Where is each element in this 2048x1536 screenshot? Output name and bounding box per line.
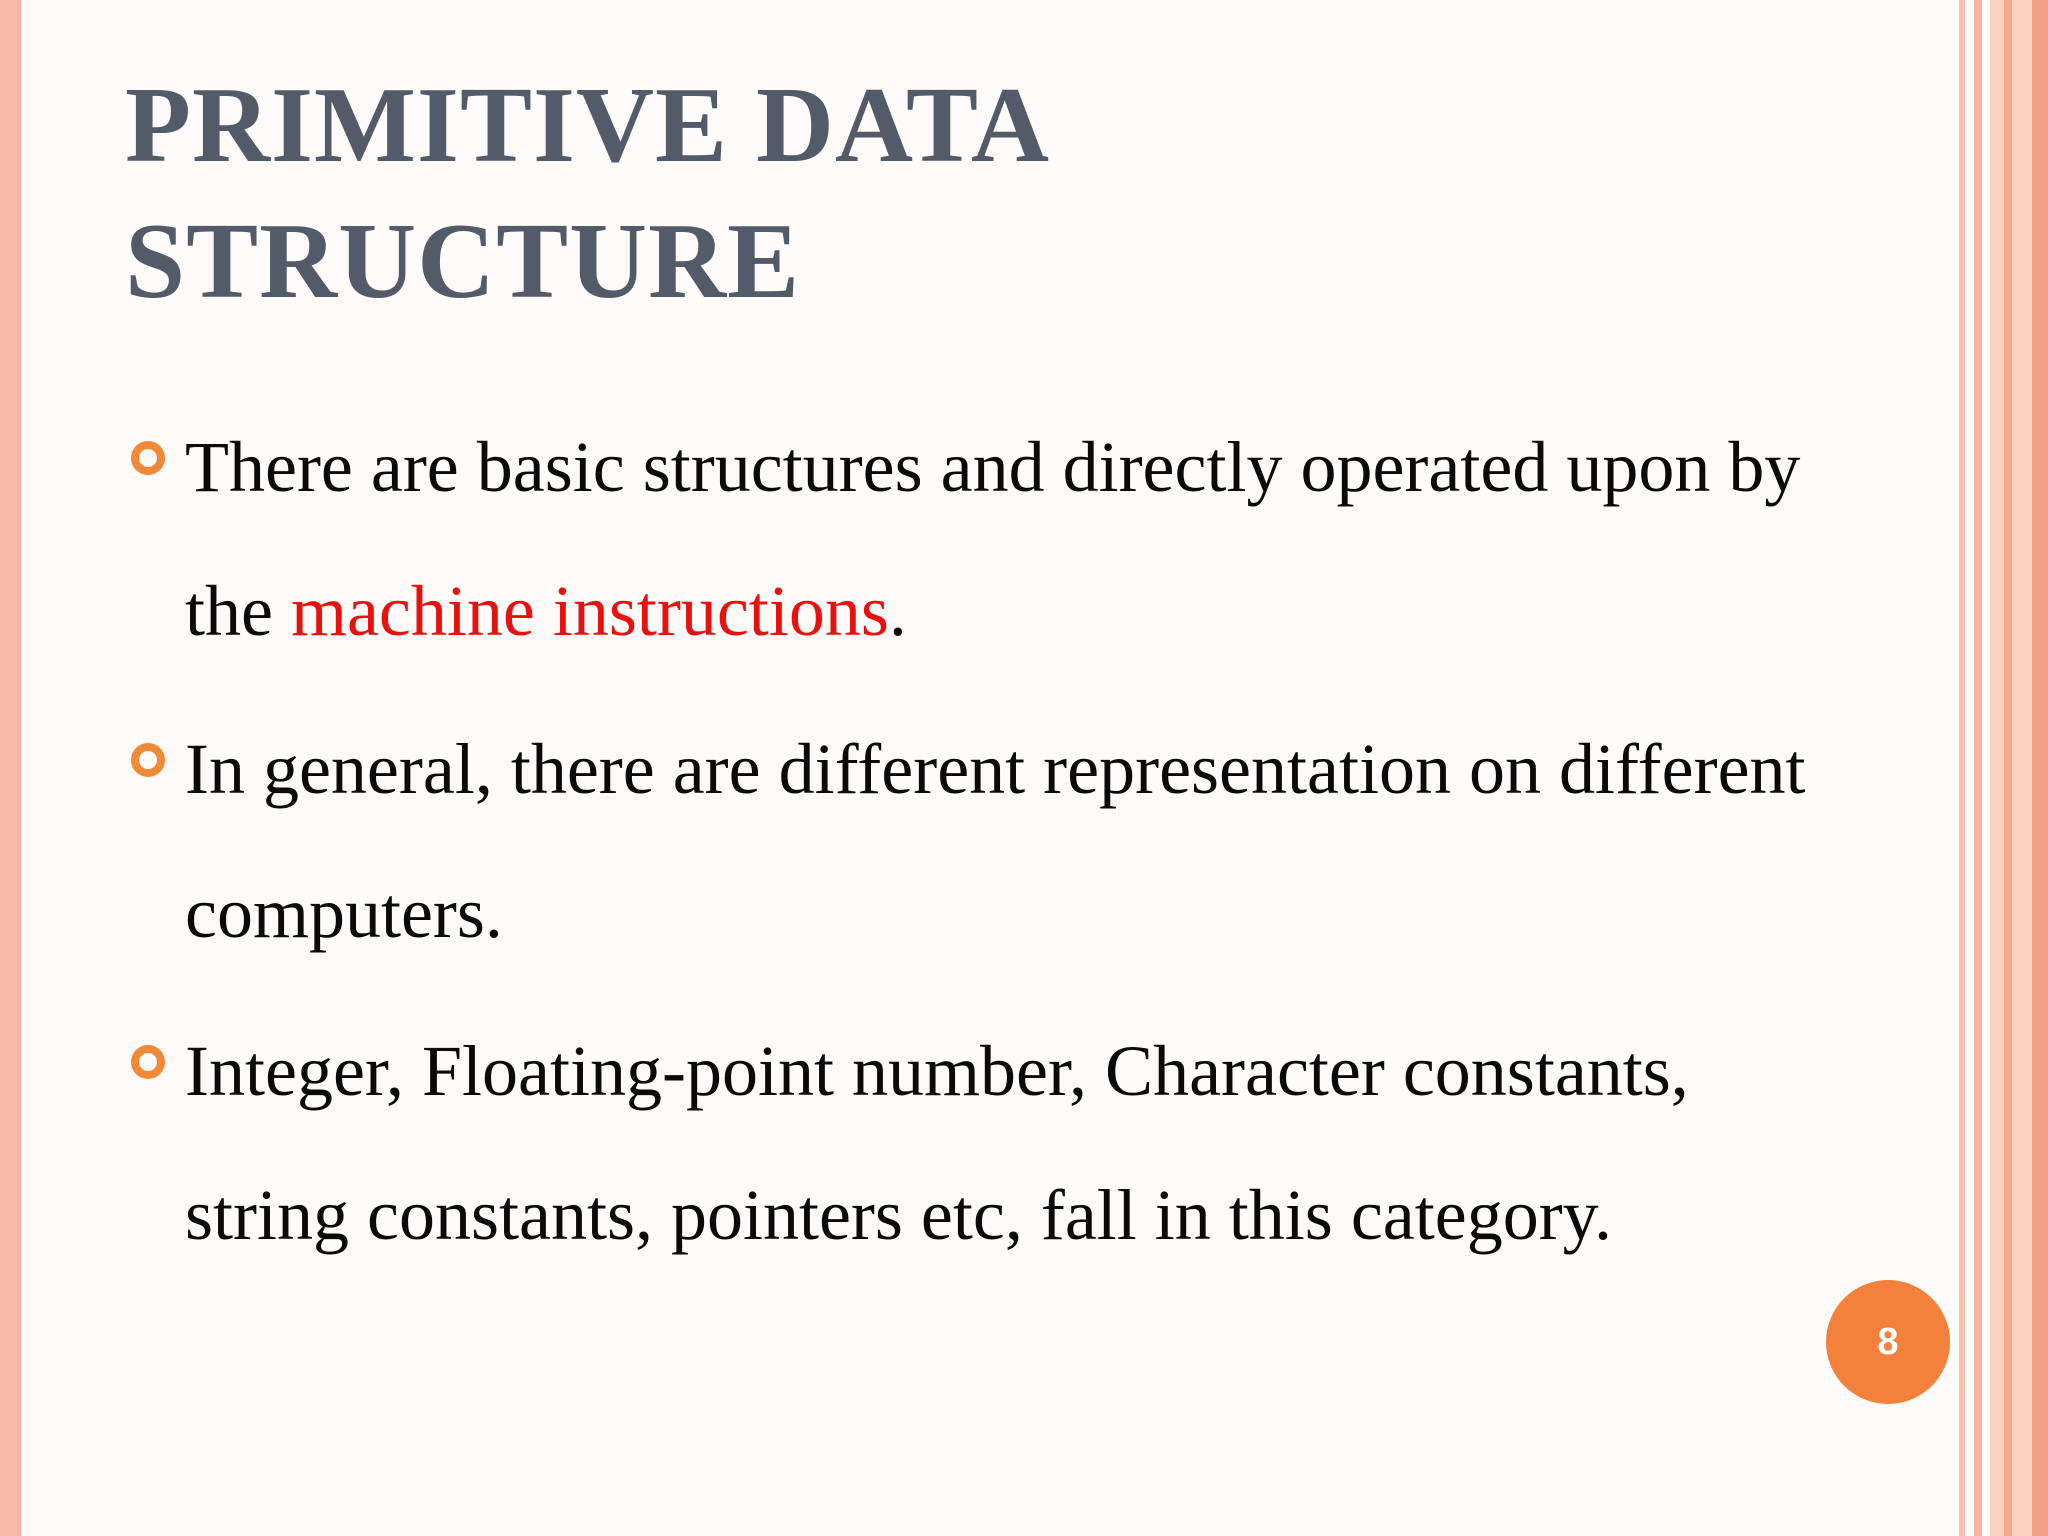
slide-title — [125, 58, 1050, 330]
left-border-stripe — [0, 0, 21, 1536]
right-border-stripe — [2032, 0, 2048, 1536]
bullet-text: In general, there are different representation on different computers. — [185, 729, 1806, 953]
bullet-text: There are basic structures and directly operated upon by the — [185, 427, 1801, 651]
right-border-stripe — [2004, 0, 2012, 1536]
right-border-stripe — [1959, 0, 1965, 1536]
slide-title-line-2: STRUCTURE — [125, 202, 801, 321]
bullet-list — [125, 395, 1825, 1301]
bullet-text: Integer, Floating-point number, Character constants, string constants, pointers etc, fall in this category. — [185, 1031, 1689, 1255]
circle-bullet-icon — [131, 1045, 165, 1079]
bullet-item — [125, 999, 1825, 1287]
page-number-badge: 8 — [1826, 1280, 1950, 1404]
bullet-item — [125, 395, 1825, 683]
circle-bullet-icon — [131, 441, 165, 475]
bullet-text-end: . — [888, 571, 907, 651]
bullet-item — [125, 697, 1825, 985]
highlighted-term: machine instructions — [290, 571, 889, 651]
right-border-stripe — [1974, 0, 1982, 1536]
slide-title-line-1: PRIMITIVE DATA — [125, 66, 1051, 185]
circle-bullet-icon — [131, 743, 165, 777]
